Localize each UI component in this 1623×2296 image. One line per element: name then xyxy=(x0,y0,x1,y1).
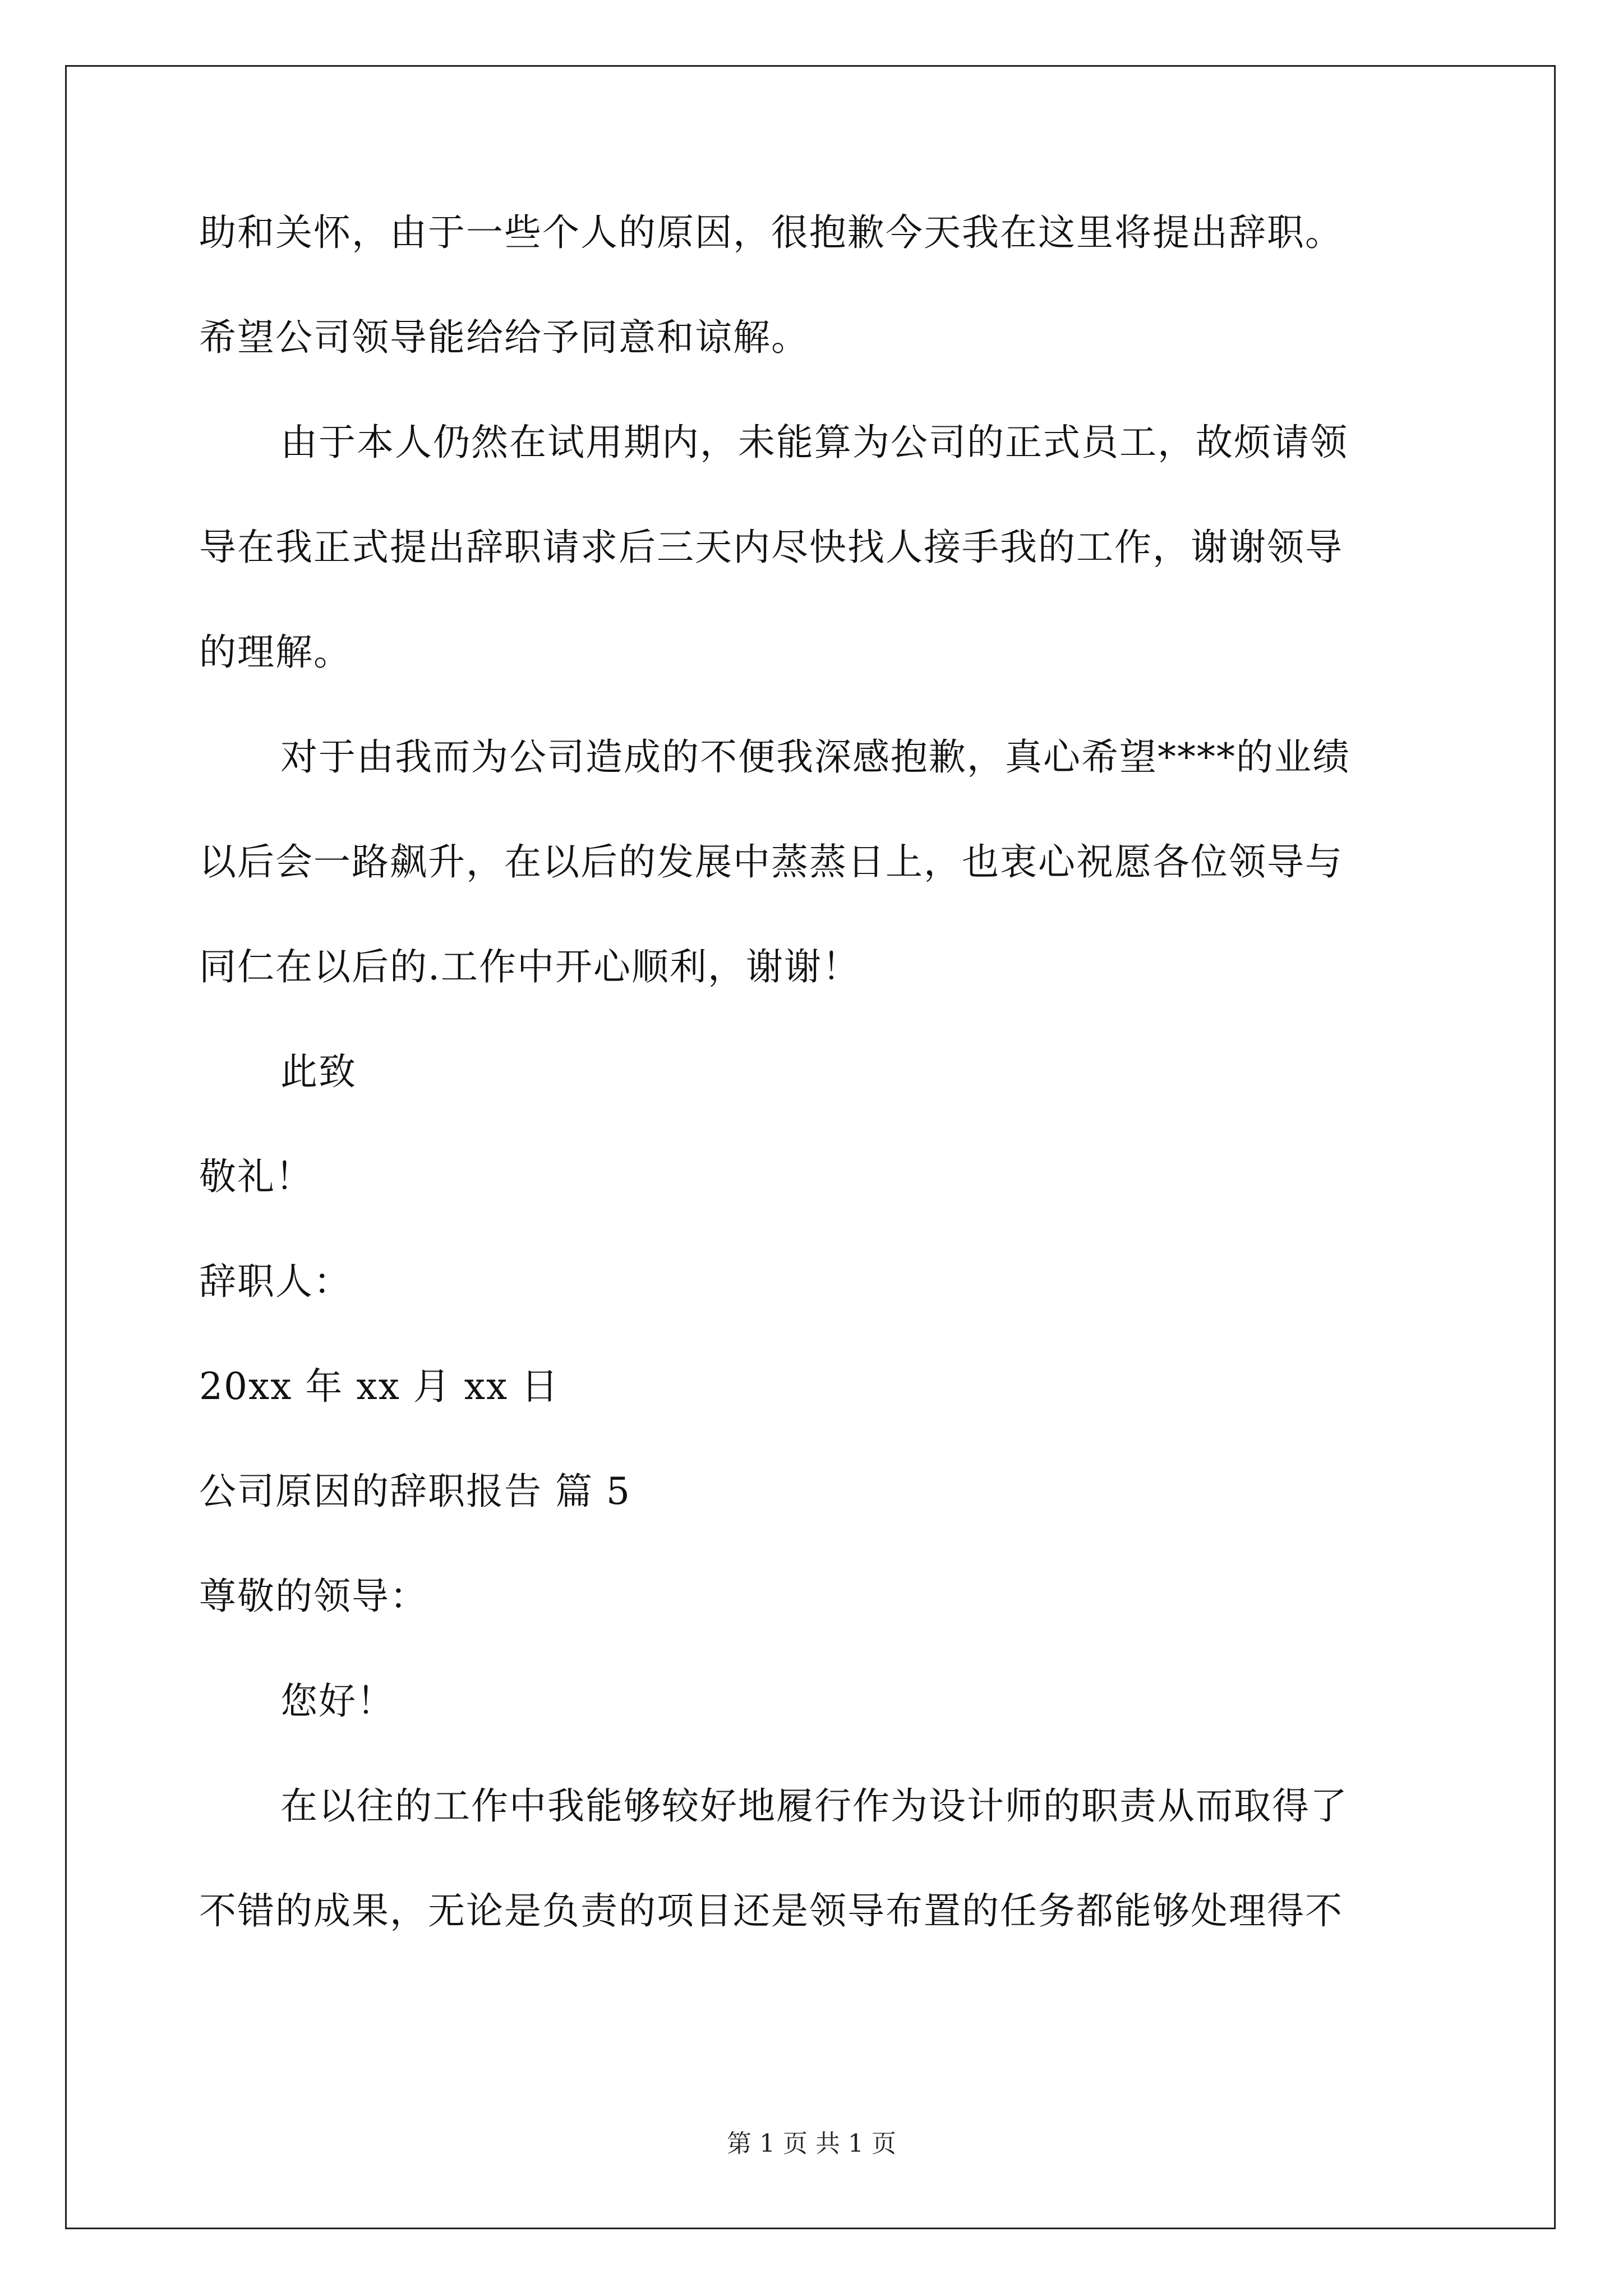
text-line: 希望公司领导能给给予同意和谅解。 xyxy=(199,316,809,359)
text-line: 以后会一路飙升，在以后的发展中蒸蒸日上，也衷心祝愿各位领导与 xyxy=(199,840,1343,884)
text-line: 在以往的工作中我能够较好地履行作为设计师的职责从而取得了 xyxy=(280,1784,1348,1828)
closing-line: 敬礼！ xyxy=(199,1155,313,1198)
greeting-line: 尊敬的领导： xyxy=(199,1575,428,1618)
page-footer: 第 1 页 共 1 页 xyxy=(727,2129,896,2158)
text-line: 助和关怀，由于一些个人的原因，很抱歉今天我在这里将提出辞职。 xyxy=(199,211,1343,254)
date-line: 20xx 年 xx 月 xx 日 xyxy=(199,1365,560,1408)
text-line: 同仁在以后的.工作中开心顺利，谢谢！ xyxy=(199,945,860,988)
text-line: 不错的成果，无论是负责的项目还是领导布置的任务都能够处理得不 xyxy=(199,1889,1343,1932)
greeting-line: 您好！ xyxy=(280,1680,395,1723)
text-line: 导在我正式提出辞职请求后三天内尽快找人接手我的工作，谢谢领导 xyxy=(199,526,1343,569)
text-line: 对于由我而为公司造成的不便我深感抱歉，真心希望****的业绩 xyxy=(280,735,1350,779)
text-line: 的理解。 xyxy=(199,631,352,674)
signature-label: 辞职人： xyxy=(199,1260,352,1303)
salutation-line: 此致 xyxy=(280,1050,357,1093)
section-heading: 公司原因的辞职报告 篇 5 xyxy=(199,1470,631,1513)
text-line: 由于本人仍然在试用期内，未能算为公司的正式员工，故烦请领 xyxy=(280,421,1348,464)
